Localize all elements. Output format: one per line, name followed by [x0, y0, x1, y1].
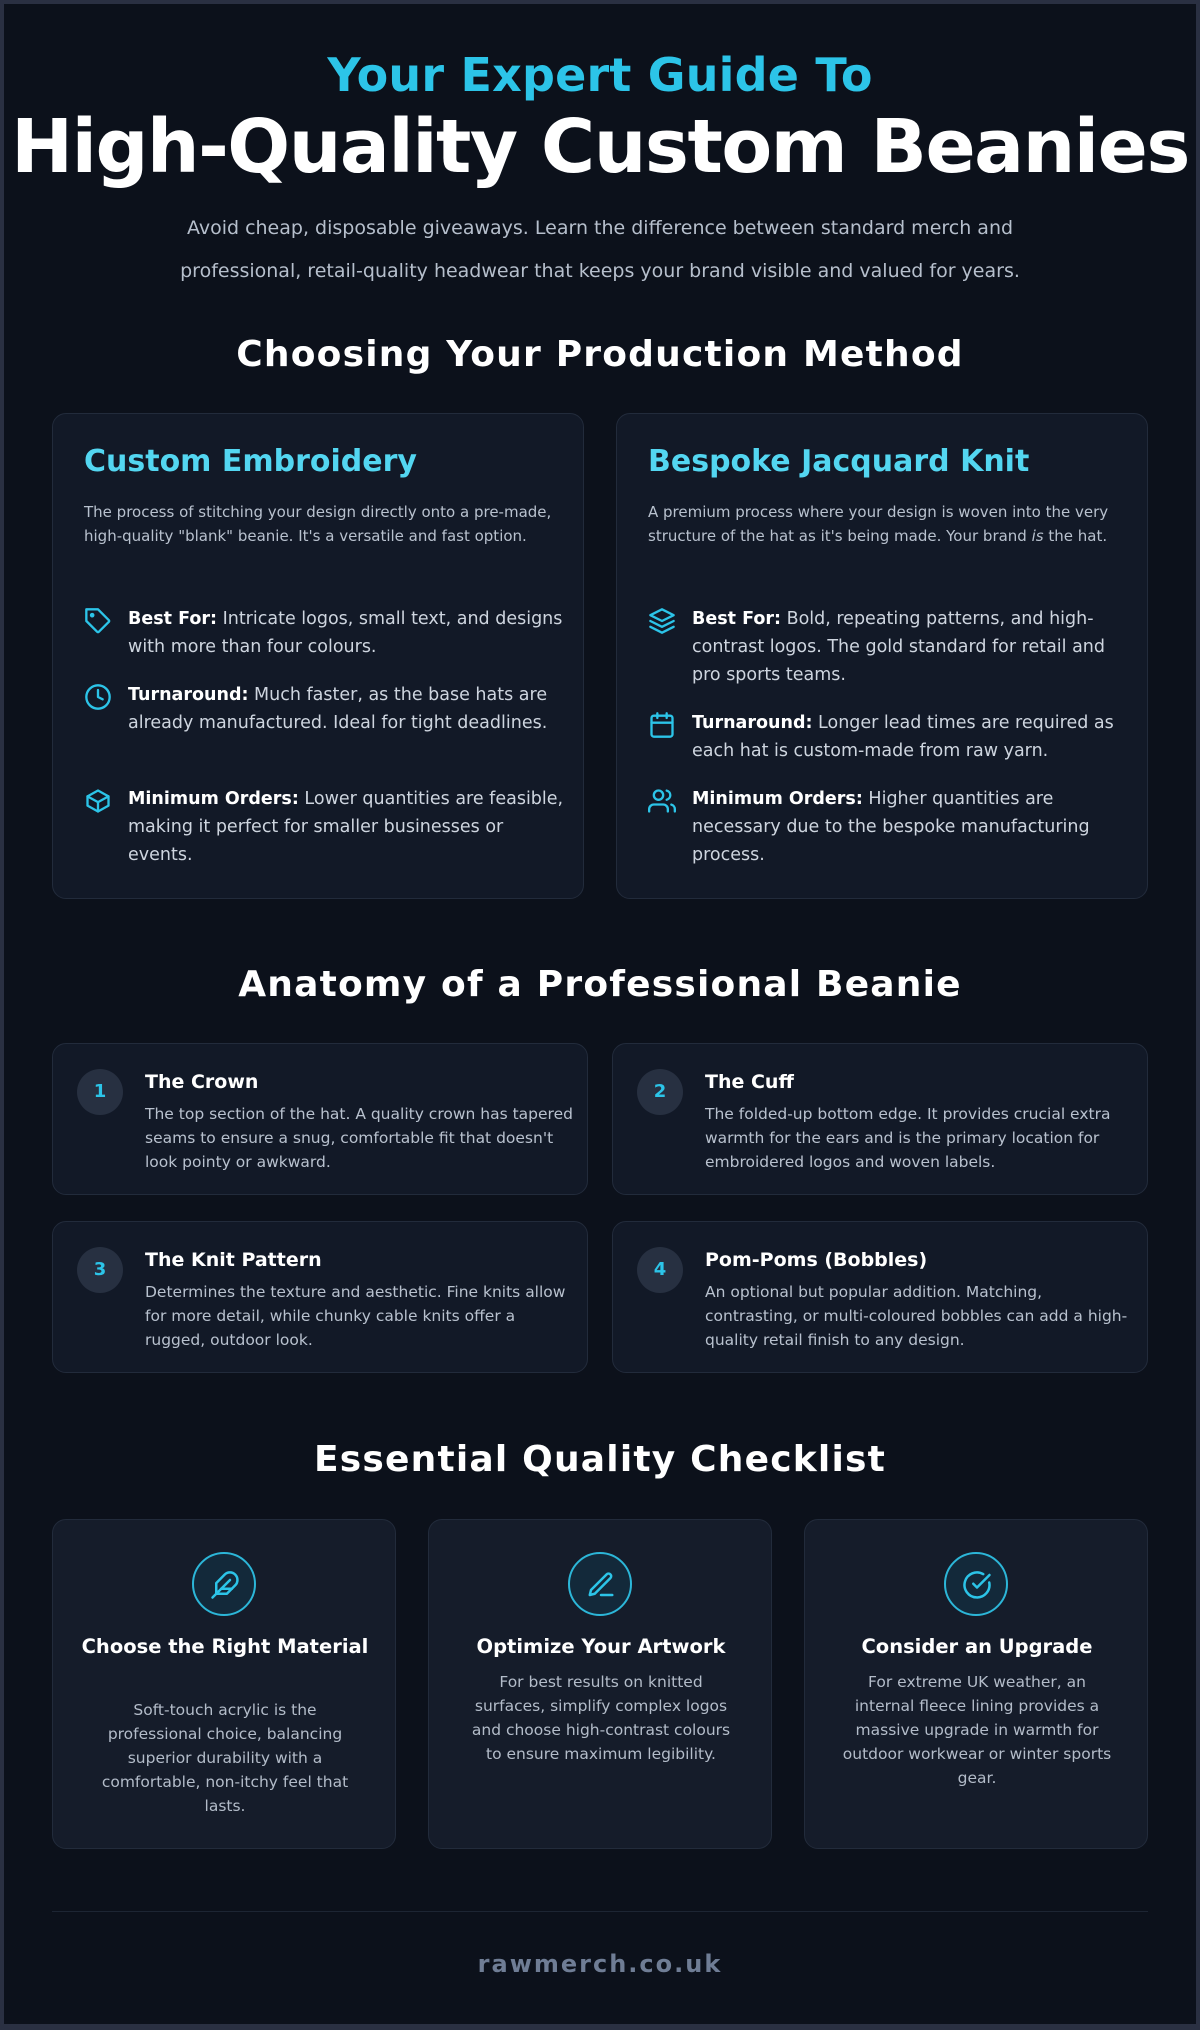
feature-turnaround [84, 681, 574, 771]
step-number: 3 [77, 1247, 123, 1293]
production-heading: Choosing Your Production Method [236, 334, 964, 375]
feature-text: Minimum Orders: Lower quantities are feasible, making it perfect for smaller businesses or events. [128, 789, 564, 865]
checklist-title: Consider an Upgrade [861, 1635, 1093, 1658]
checklist-title: Choose the Right Material [81, 1635, 369, 1658]
feature-minimum-orders [84, 785, 574, 875]
infographic-page [4, 4, 1196, 2024]
feather-icon [192, 1552, 256, 1616]
anatomy-title: Pom-Poms (Bobbles) [705, 1249, 928, 1271]
method-card-jacquard [616, 413, 1148, 899]
anatomy-title: The Crown [145, 1071, 259, 1093]
users-icon [648, 787, 676, 815]
tag-icon [84, 607, 112, 635]
hero-kicker: Your Expert Guide To [327, 48, 873, 102]
feature-minimum-orders [648, 785, 1138, 875]
checklist-title: Optimize Your Artwork [476, 1635, 726, 1658]
checklist-card-upgrade [804, 1519, 1148, 1849]
anatomy-description: An optional but popular addition. Matching, contrasting, or multi-coloured bobbles can add a high-quality retail finish to any design. [705, 1283, 1128, 1349]
layers-icon [648, 607, 676, 635]
calendar-icon [648, 711, 676, 739]
footer-site-link[interactable]: rawmerch.co.uk [477, 1950, 723, 1978]
checklist-description: Soft-touch acrylic is the professional choice, balancing superior durability with a comfortable, non-itchy feel that lasts. [101, 1701, 349, 1815]
pen-icon [568, 1552, 632, 1616]
method-title: Bespoke Jacquard Knit [648, 444, 1030, 479]
clock-icon [84, 683, 112, 711]
anatomy-description: Determines the texture and aesthetic. Fine knits allow for more detail, while chunky cable knits offer a rugged, outdoor look. [145, 1283, 566, 1349]
checklist-description: For best results on knitted surfaces, simplify complex logos and choose high-contrast colours to ensure maximum legibility. [471, 1673, 731, 1763]
step-number: 4 [637, 1247, 683, 1293]
anatomy-item-pom-poms [612, 1221, 1148, 1373]
check-circle-icon [944, 1552, 1008, 1616]
anatomy-item-knit-pattern [52, 1221, 588, 1373]
step-number: 2 [637, 1069, 683, 1115]
box-icon [84, 787, 112, 815]
method-description: A premium process where your design is woven into the very structure of the hat as it's being made. Your brand is the hat. [648, 503, 1109, 545]
method-title: Custom Embroidery [84, 444, 417, 479]
method-description: The process of stitching your design directly onto a pre-made, high-quality "blank" beanie. It's a versatile and fast option. [84, 503, 552, 545]
anatomy-description: The top section of the hat. A quality crown has tapered seams to ensure a snug, comfortable fit that doesn't look pointy or awkward. [145, 1105, 573, 1171]
feature-best-for [648, 605, 1138, 695]
anatomy-item-cuff [612, 1043, 1148, 1195]
anatomy-description: The folded-up bottom edge. It provides crucial extra warmth for the ears and is the primary location for embroidered logos and woven labels. [705, 1105, 1111, 1171]
anatomy-title: The Cuff [705, 1071, 794, 1093]
checklist-card-artwork [428, 1519, 772, 1849]
anatomy-item-crown [52, 1043, 588, 1195]
checklist-card-material [52, 1519, 396, 1849]
hero-title: High-Quality Custom Beanies [11, 104, 1189, 190]
checklist-heading: Essential Quality Checklist [313, 1439, 887, 1480]
footer-divider [52, 1911, 1148, 1912]
step-number: 1 [77, 1069, 123, 1115]
feature-text: Minimum Orders: Higher quantities are necessary due to the bespoke manufacturing process. [692, 789, 1090, 865]
hero-subtitle: Avoid cheap, disposable giveaways. Learn the difference between standard merch and professional, retail-quality headwear that keeps your brand visible and valued for years. [180, 217, 1020, 282]
method-card-embroidery [52, 413, 584, 899]
feature-text: Turnaround: Much faster, as the base hats are already manufactured. Ideal for tight deadlines. [128, 685, 548, 733]
anatomy-title: The Knit Pattern [145, 1249, 322, 1271]
feature-text: Best For: Intricate logos, small text, and designs with more than four colours. [128, 609, 563, 657]
checklist-description: For extreme UK weather, an internal fleece lining provides a massive upgrade in warmth for outdoor workwear or winter sports gear. [842, 1673, 1112, 1787]
anatomy-heading: Anatomy of a Professional Beanie [238, 964, 962, 1005]
feature-text: Best For: Bold, repeating patterns, and high-contrast logos. The gold standard for retail and pro sports teams. [692, 609, 1106, 685]
feature-text: Turnaround: Longer lead times are required as each hat is custom-made from raw yarn. [692, 713, 1114, 761]
